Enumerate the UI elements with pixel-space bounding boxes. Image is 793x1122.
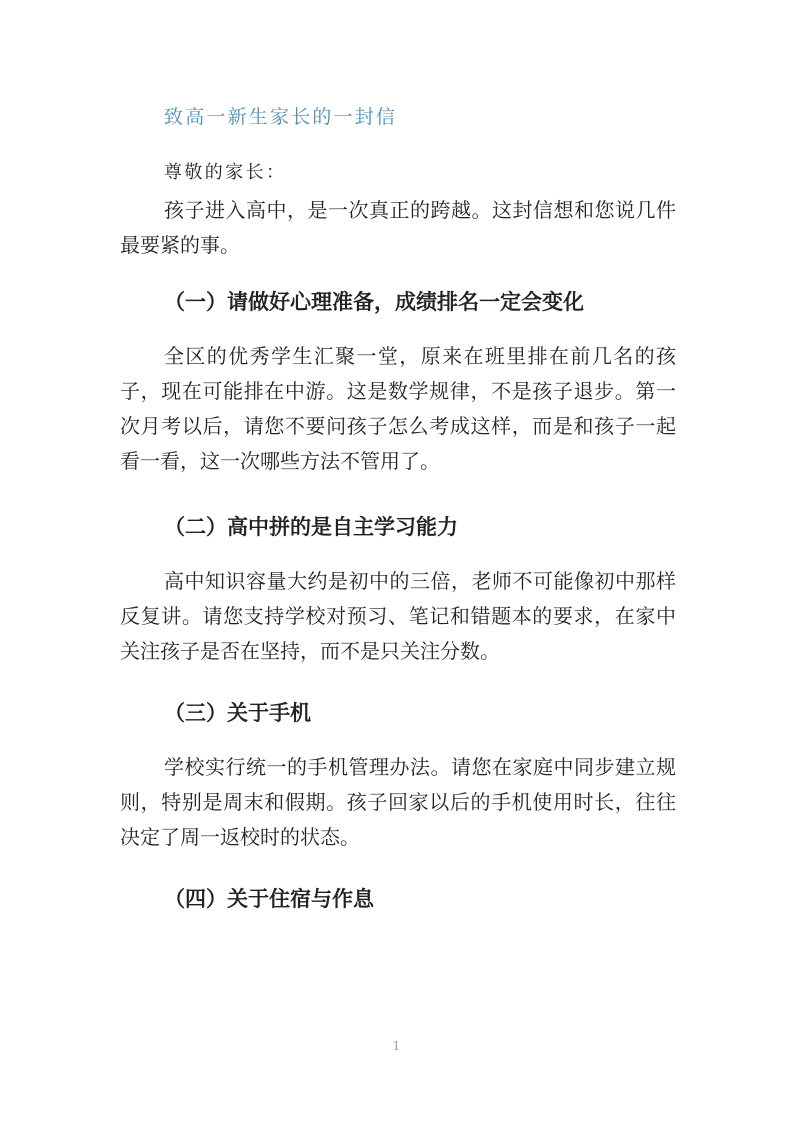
section-heading-1: （一）请做好心理准备，成绩排名一定会变化 bbox=[164, 290, 584, 314]
salutation: 尊敬的家长： bbox=[164, 162, 287, 183]
section-body-2: 高中知识容量大约是初中的三倍，老师不可能像初中那样反复讲。请您支持学校对预习、笔记和错题本的要求，在家中关注孩子是否在坚持，而不是只关注分数。 bbox=[120, 569, 676, 663]
letter-title: 致高一新生家长的一封信 bbox=[164, 106, 398, 128]
section-body-3: 学校实行统一的手机管理办法。请您在家庭中同步建立规则，特别是周末和假期。孩子回家以后的手机使用时长，往往决定了周一返校时的状态。 bbox=[120, 755, 676, 849]
section-heading-3: （三）关于手机 bbox=[164, 701, 311, 725]
page-number: 1 bbox=[392, 1039, 401, 1053]
section-heading-4: （四）关于住宿与作息 bbox=[164, 887, 374, 911]
section-body-1: 全区的优秀学生汇聚一堂，原来在班里排在前几名的孩子，现在可能排在中游。这是数学规律，不是孩子退步。第一次月考以后，请您不要问孩子怎么考成这样，而是和孩子一起看一看，这一次哪些方法不管用了。 bbox=[120, 344, 676, 473]
section-heading-2: （二）高中拼的是自主学习能力 bbox=[164, 515, 458, 539]
intro-paragraph: 孩子进入高中，是一次真正的跨越。这封信想和您说几件最要紧的事。 bbox=[120, 198, 676, 257]
